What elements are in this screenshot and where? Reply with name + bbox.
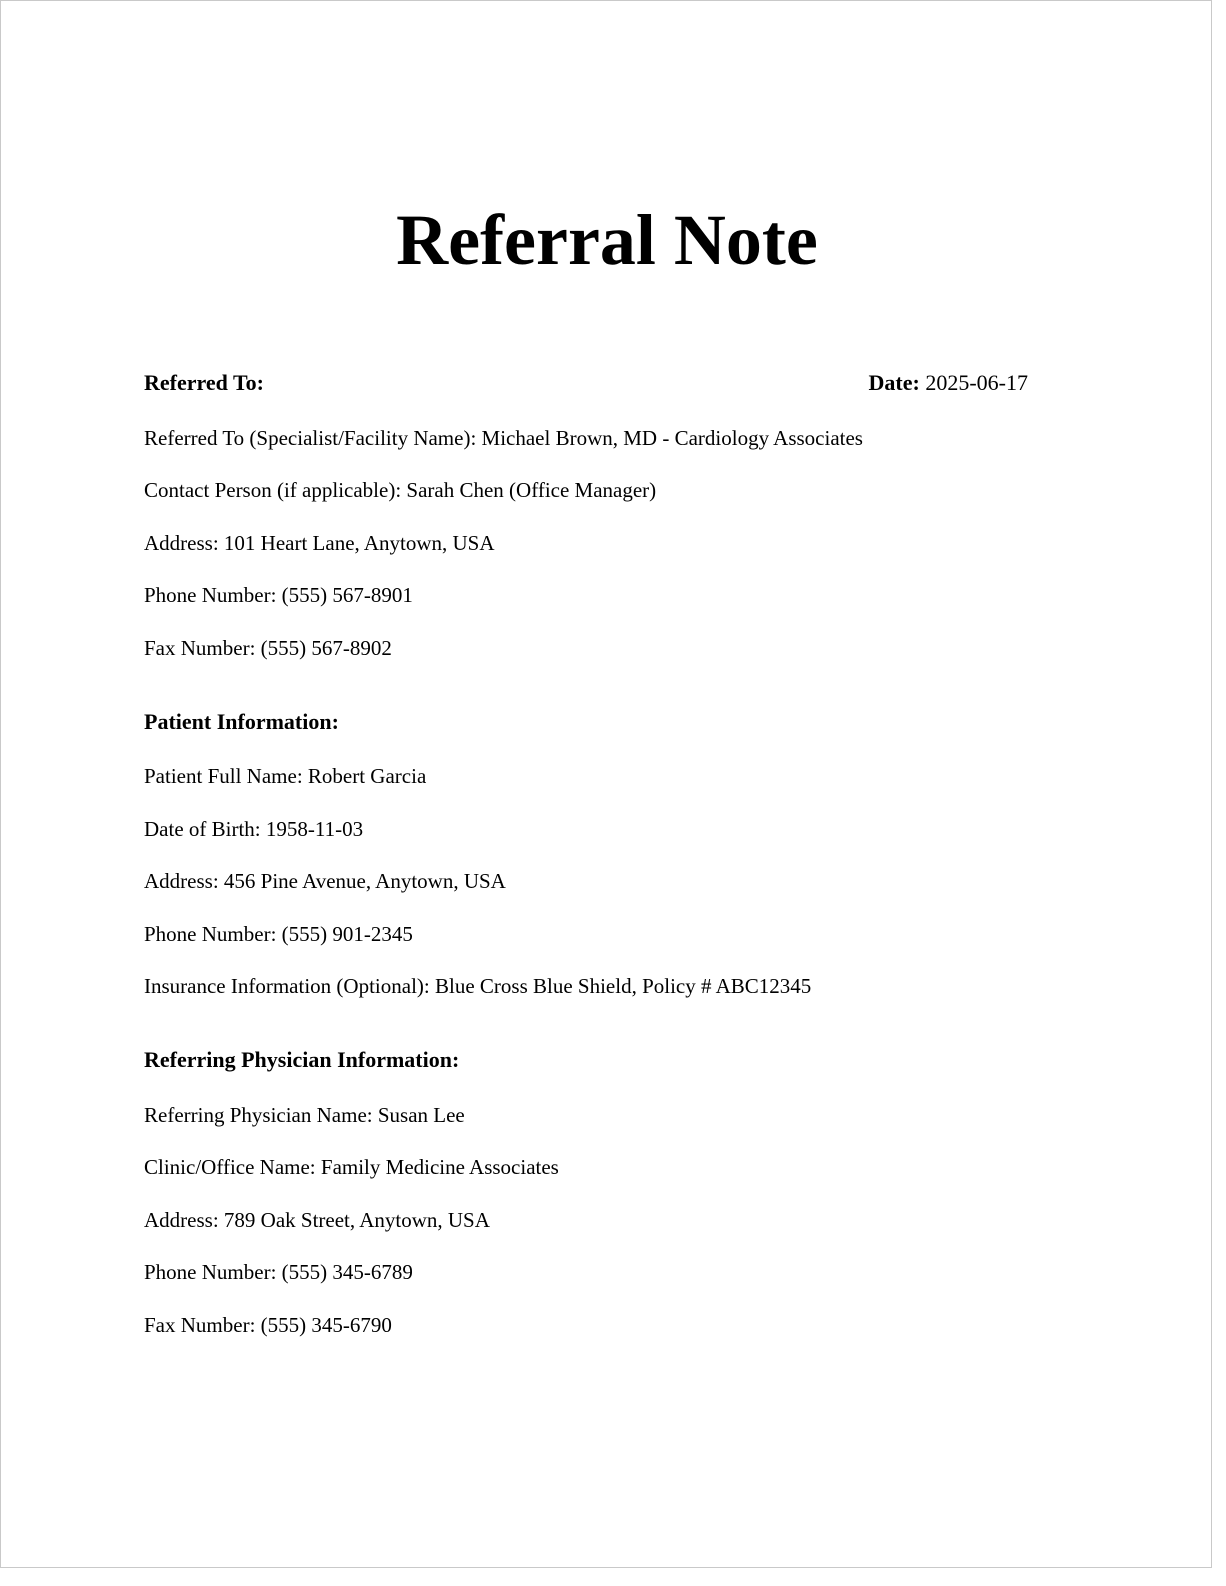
referred-to-specialist: Referred To (Specialist/Facility Name): Michael Brown, MD - Cardiology Associates xyxy=(144,425,863,450)
referring-physician-heading: Referring Physician Information: xyxy=(144,1047,460,1072)
referring-address: Address: 789 Oak Street, Anytown, USA xyxy=(144,1207,490,1232)
referring-fax: Fax Number: (555) 345-6790 xyxy=(144,1312,392,1337)
referred-to-heading: Referred To: xyxy=(144,370,264,395)
referring-phone: Phone Number: (555) 345-6789 xyxy=(144,1260,413,1284)
date-value: 2025-06-17 xyxy=(925,370,1028,395)
referred-to-phone: Phone Number: (555) 567-8901 xyxy=(144,583,413,607)
referred-to-fax: Fax Number: (555) 567-8902 xyxy=(144,635,392,660)
document-title: Referral Note xyxy=(396,200,818,280)
patient-date-of-birth: Date of Birth: 1958-11-03 xyxy=(144,816,364,841)
referring-clinic-name: Clinic/Office Name: Family Medicine Associates xyxy=(144,1155,559,1179)
referred-to-header-row xyxy=(144,367,1028,399)
referred-to-contact-person: Contact Person (if applicable): Sarah Chen (Office Manager) xyxy=(144,478,657,502)
patient-full-name: Patient Full Name: Robert Garcia xyxy=(144,764,427,788)
referred-to-address: Address: 101 Heart Lane, Anytown, USA xyxy=(144,530,495,555)
document-body xyxy=(144,367,1028,1339)
patient-address: Address: 456 Pine Avenue, Anytown, USA xyxy=(144,869,506,893)
referring-physician-name: Referring Physician Name: Susan Lee xyxy=(144,1102,465,1127)
date-field xyxy=(869,367,1028,399)
patient-phone: Phone Number: (555) 901-2345 xyxy=(144,921,413,946)
patient-info-heading: Patient Information: xyxy=(144,708,339,734)
date-label: Date: xyxy=(868,370,920,395)
patient-insurance: Insurance Information (Optional): Blue Cross Blue Shield, Policy # ABC12345 xyxy=(144,974,812,998)
